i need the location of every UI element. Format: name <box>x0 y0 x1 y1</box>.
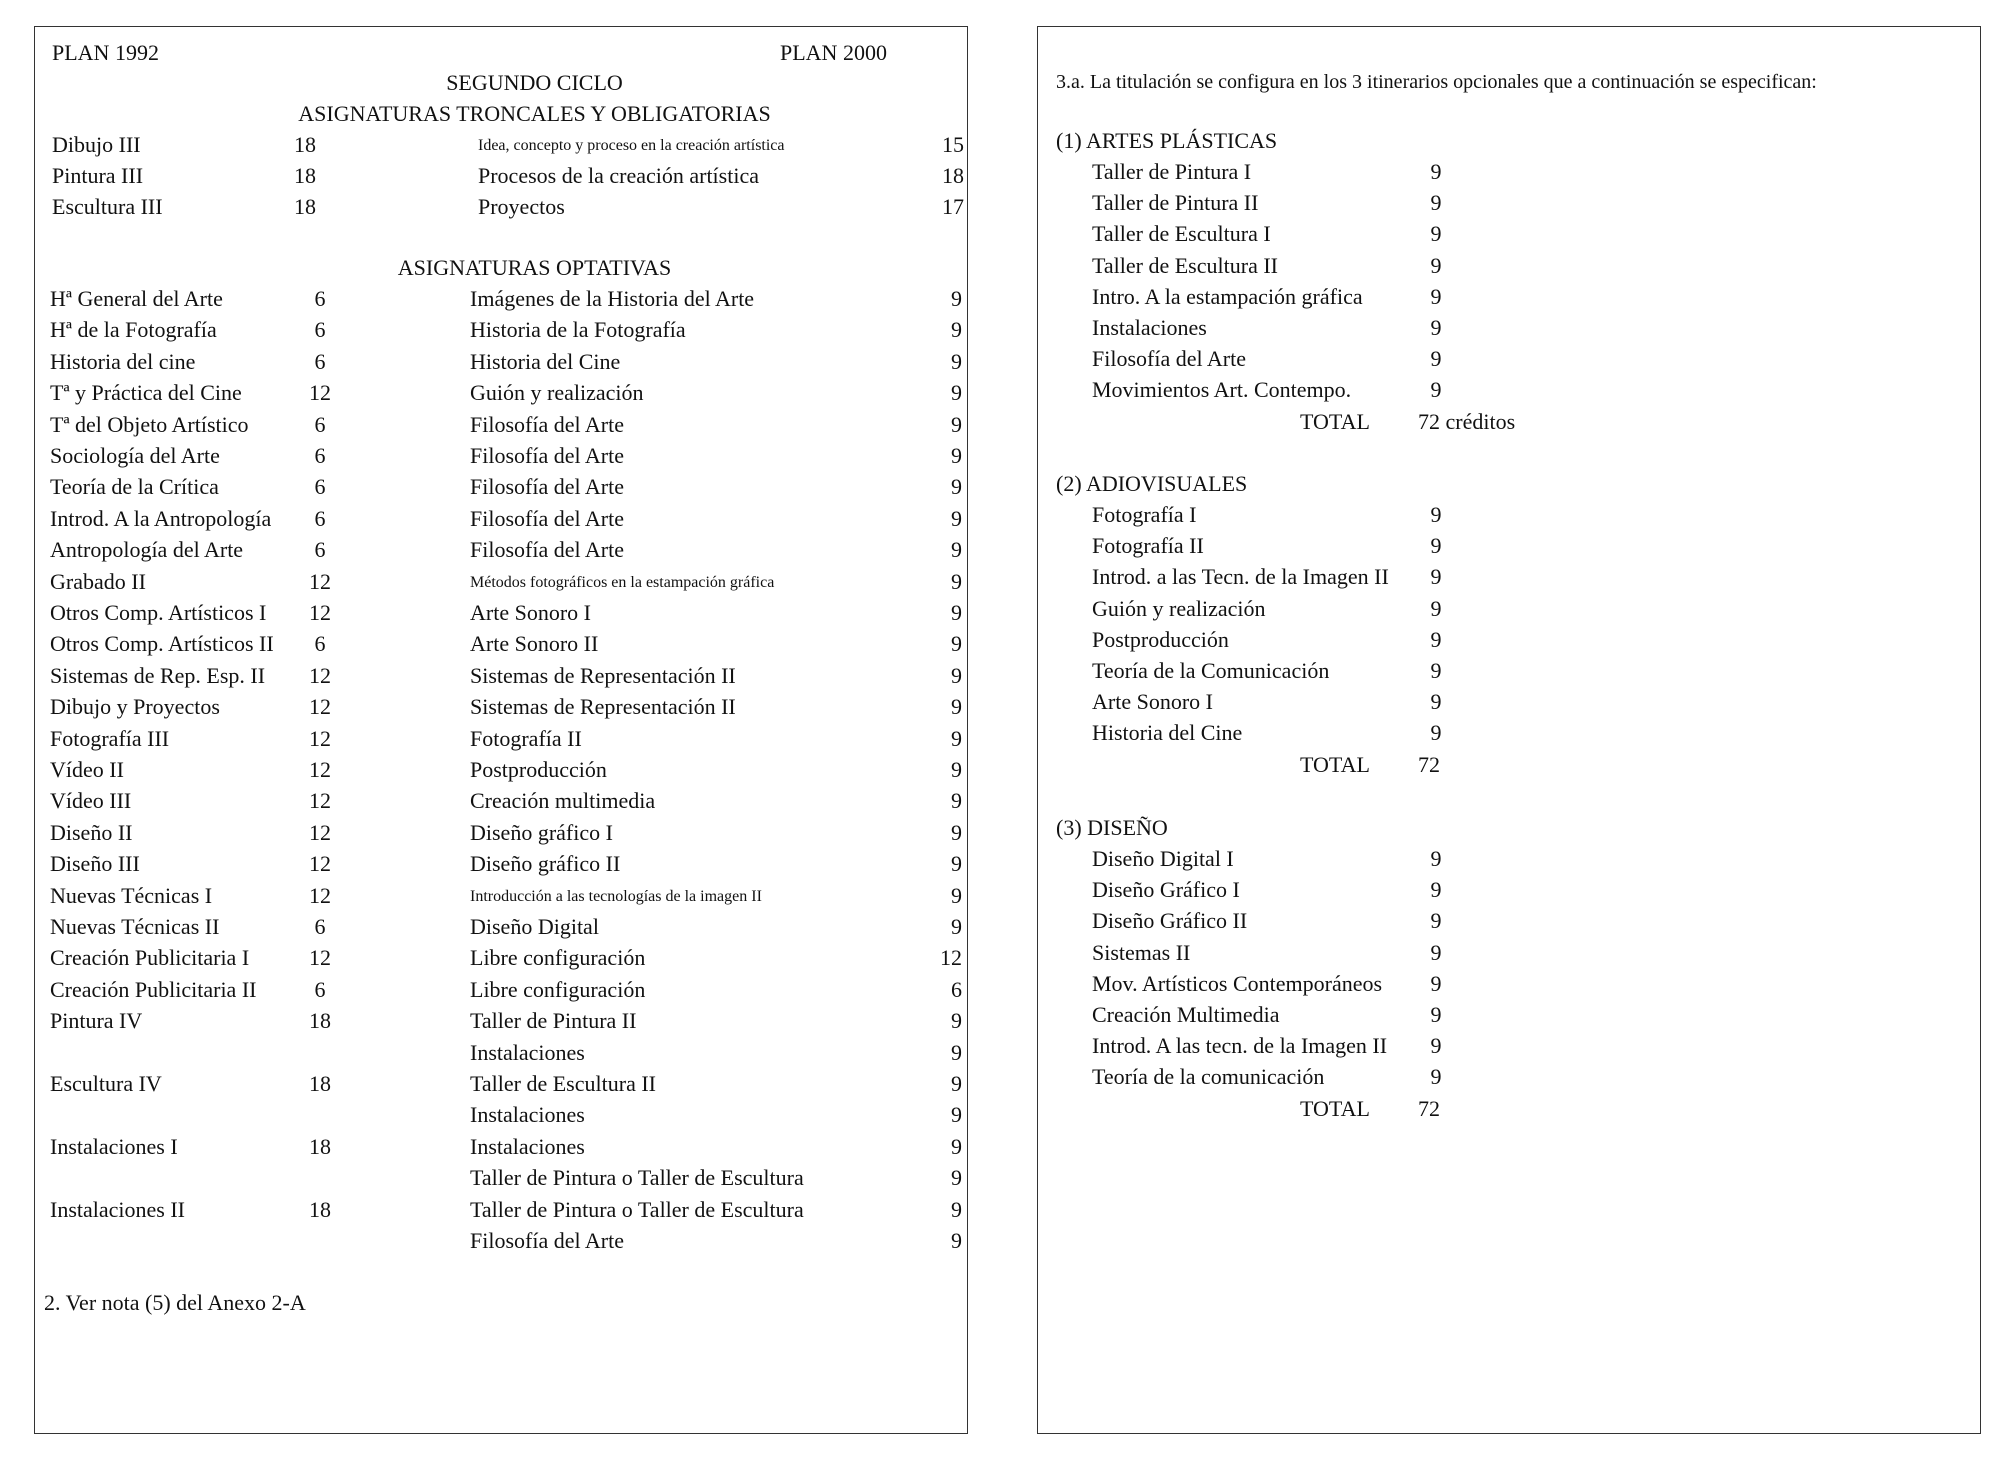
optativa-old-subject: Vídeo III <box>50 788 132 814</box>
plan-2000-label: PLAN 2000 <box>780 40 887 65</box>
optativa-new-credits: 6 <box>951 976 962 1002</box>
optativa-new-credits: 9 <box>951 286 962 311</box>
optativa-new-subject: Diseño gráfico II <box>470 851 621 877</box>
optativa-new-credits: 9 <box>951 1133 962 1159</box>
itinerario-subject: Introd. A las tecn. de la Imagen II <box>1092 1033 1388 1059</box>
troncal-new-subject: Idea, concepto y proceso en la creación artística <box>478 137 785 154</box>
itinerario-credits: 9 <box>1430 190 1442 216</box>
itinerario-subject: Introd. a las Tecn. de la Imagen II <box>1092 564 1389 590</box>
optativa-new-credits: 9 <box>951 1039 962 1065</box>
optativa-new-subject: Instalaciones <box>470 1133 585 1159</box>
optativa-new-credits: 9 <box>951 474 962 500</box>
optativa-new-subject: Guión y realización <box>470 380 644 406</box>
optativa-new-subject: Libre configuración <box>470 945 646 971</box>
optativa-new-credits: 9 <box>951 1008 962 1034</box>
optativa-old-subject: Escultura IV <box>50 1071 162 1096</box>
optativa-old-credits: 6 <box>314 537 326 563</box>
optativa-old-credits: 6 <box>314 914 326 939</box>
itinerario-credits: 9 <box>1430 689 1442 715</box>
optativa-new-subject: Diseño Digital <box>470 914 599 939</box>
itinerario-credits: 9 <box>1430 252 1442 278</box>
optativa-old-credits: 6 <box>314 443 326 468</box>
itinerario-subject: Taller de Pintura I <box>1092 159 1252 184</box>
itinerario-subject: Taller de Escultura I <box>1092 221 1271 247</box>
optativa-new-credits: 9 <box>951 317 962 343</box>
optativa-old-credits: 6 <box>314 474 326 500</box>
optativa-new-credits: 9 <box>951 1165 962 1191</box>
troncal-old-subject: Escultura III <box>52 194 163 219</box>
optativa-new-credits: 9 <box>951 348 962 374</box>
optativa-old-credits: 6 <box>314 348 326 374</box>
itinerario-subject: Movimientos Art. Contempo. <box>1092 377 1352 403</box>
itinerario-credits: 9 <box>1430 377 1442 403</box>
optativa-new-subject: Instalaciones <box>470 1039 585 1065</box>
optativa-new-credits: 9 <box>951 380 962 406</box>
optativa-new-subject: Arte Sonoro II <box>470 631 599 657</box>
itinerario-credits: 9 <box>1430 658 1442 683</box>
optativa-old-subject: Otros Comp. Artísticos II <box>50 631 274 657</box>
itinerario-total-label: TOTAL <box>1300 751 1370 777</box>
optativa-old-credits: 12 <box>309 662 331 688</box>
optativa-new-credits: 12 <box>940 945 962 971</box>
optativa-old-subject: Antropología del Arte <box>50 537 244 563</box>
troncal-new-credits: 18 <box>942 163 964 188</box>
troncal-old-subject: Pintura III <box>52 163 144 188</box>
optativa-new-subject: Creación multimedia <box>470 788 656 814</box>
optativa-old-subject: Creación Publicitaria I <box>50 945 250 971</box>
itinerario-credits: 9 <box>1430 564 1442 590</box>
optativa-new-credits: 9 <box>951 1196 962 1222</box>
optativa-old-credits: 12 <box>309 568 331 594</box>
itinerario-credits: 9 <box>1430 1033 1442 1059</box>
optativa-old-subject: Tª y Práctica del Cine <box>50 380 242 406</box>
itinerario-credits: 9 <box>1430 908 1442 934</box>
itinerario-subject: Fotografía I <box>1092 502 1197 527</box>
itinerario-total-label: TOTAL <box>1300 1095 1370 1121</box>
optativa-new-credits: 9 <box>951 788 962 814</box>
optativa-old-subject: Diseño III <box>50 851 140 877</box>
optativa-new-subject: Filosofía del Arte <box>470 1228 624 1253</box>
optativas-heading: ASIGNATURAS OPTATIVAS <box>397 255 672 280</box>
optativa-new-credits: 9 <box>951 1102 962 1128</box>
troncal-new-credits: 15 <box>942 132 964 157</box>
optativa-old-credits: 12 <box>309 788 331 814</box>
itinerario-credits: 9 <box>1430 283 1442 309</box>
optativa-old-credits: 6 <box>314 317 326 343</box>
optativa-new-credits: 9 <box>951 662 962 688</box>
itinerario-subject: Fotografía II <box>1092 533 1204 559</box>
optativa-old-subject: Tª del Objeto Artístico <box>50 411 249 437</box>
optativa-new-credits: 9 <box>951 914 962 939</box>
itinerario-credits: 9 <box>1430 846 1442 871</box>
optativa-old-credits: 12 <box>309 380 331 406</box>
optativa-new-credits: 9 <box>951 568 962 594</box>
optativa-old-subject: Teoría de la Crítica <box>50 474 219 500</box>
optativa-new-subject: Filosofía del Arte <box>470 443 624 468</box>
optativa-old-credits: 12 <box>309 757 331 782</box>
itinerario-total-value: 72 créditos <box>1418 408 1516 434</box>
optativa-new-subject: Sistemas de Representación II <box>470 662 736 688</box>
optativa-new-credits: 9 <box>951 882 962 908</box>
optativa-new-credits: 9 <box>951 631 962 657</box>
optativa-old-credits: 12 <box>309 725 331 751</box>
optativa-old-credits: 6 <box>314 505 326 531</box>
optativa-new-subject: Filosofía del Arte <box>470 474 624 500</box>
optativa-old-credits: 6 <box>314 286 326 311</box>
itinerario-total-value: 72 <box>1418 751 1440 777</box>
optativa-new-subject: Introducción a las tecnologías de la imagen II <box>470 887 762 905</box>
optativa-old-subject: Introd. A la Antropología <box>50 505 272 531</box>
optativa-new-subject: Fotografía II <box>470 725 582 751</box>
optativa-old-subject: Vídeo II <box>50 757 124 782</box>
optativa-new-subject: Arte Sonoro I <box>470 600 591 625</box>
optativa-old-credits: 18 <box>309 1133 331 1159</box>
optativa-old-subject: Diseño II <box>50 819 133 845</box>
optativa-old-credits: 6 <box>314 976 326 1002</box>
troncal-new-subject: Procesos de la creación artística <box>478 163 759 188</box>
troncales-heading: ASIGNATURAS TRONCALES Y OBLIGATORIAS <box>298 101 771 126</box>
optativa-new-subject: Taller de Pintura II <box>470 1008 637 1034</box>
itinerario-credits: 9 <box>1430 221 1442 247</box>
optativa-new-subject: Taller de Pintura o Taller de Escultura <box>470 1165 804 1191</box>
troncal-new-subject: Proyectos <box>478 194 565 219</box>
optativa-old-subject: Sistemas de Rep. Esp. II <box>50 662 266 688</box>
itinerario-subject: Sistemas II <box>1092 939 1191 965</box>
itinerario-total-label: TOTAL <box>1300 408 1370 434</box>
optativa-new-credits: 9 <box>951 1228 962 1253</box>
optativa-new-subject: Taller de Pintura o Taller de Escultura <box>470 1196 804 1222</box>
itinerarios-intro: 3.a. La titulación se configura en los 3 itinerarios opcionales que a continuación se especifican: <box>1056 71 1817 93</box>
optativa-old-subject: Historia del cine <box>50 348 196 374</box>
itinerario-subject: Creación Multimedia <box>1092 1002 1280 1027</box>
footnote: 2. Ver nota (5) del Anexo 2-A <box>44 1290 306 1315</box>
itinerario-credits: 9 <box>1430 939 1442 965</box>
itinerario-credits: 9 <box>1430 1064 1442 1090</box>
itinerario-subject: Diseño Gráfico I <box>1092 877 1240 903</box>
optativa-old-credits: 18 <box>309 1196 331 1222</box>
optativa-new-credits: 9 <box>951 851 962 877</box>
optativa-old-subject: Fotografía III <box>50 725 170 751</box>
optativa-new-subject: Métodos fotográficos en la estampación gráfica <box>470 573 775 591</box>
itinerario-credits: 9 <box>1430 626 1442 652</box>
troncal-old-credits: 18 <box>294 194 316 219</box>
optativa-new-subject: Filosofía del Arte <box>470 537 624 563</box>
optativa-old-credits: 12 <box>309 694 331 720</box>
optativa-old-credits: 12 <box>309 882 331 908</box>
itinerario-title: (3) DISEÑO <box>1056 815 1168 840</box>
optativa-new-subject: Diseño gráfico I <box>470 819 613 845</box>
optativa-new-credits: 9 <box>951 600 962 625</box>
itinerario-credits: 9 <box>1430 970 1442 996</box>
optativa-new-credits: 9 <box>951 443 962 468</box>
optativa-new-subject: Filosofía del Arte <box>470 505 624 531</box>
optativa-old-subject: Hª General del Arte <box>50 286 223 311</box>
optativa-new-subject: Imágenes de la Historia del Arte <box>470 286 755 311</box>
troncal-old-credits: 18 <box>294 163 316 188</box>
optativa-new-subject: Historia del Cine <box>470 348 621 374</box>
optativa-old-subject: Nuevas Técnicas II <box>50 914 220 939</box>
optativa-old-subject: Grabado II <box>50 568 146 594</box>
optativa-new-subject: Filosofía del Arte <box>470 411 624 437</box>
itinerario-title: (1) ARTES PLÁSTICAS <box>1056 128 1278 153</box>
itinerario-subject: Mov. Artísticos Contemporáneos <box>1092 970 1383 996</box>
optativa-old-subject: Pintura IV <box>50 1008 143 1034</box>
optativa-new-credits: 9 <box>951 1071 962 1096</box>
itinerario-credits: 9 <box>1430 533 1442 559</box>
optativa-old-subject: Otros Comp. Artísticos I <box>50 600 267 625</box>
optativa-old-credits: 6 <box>314 411 326 437</box>
optativa-new-subject: Libre configuración <box>470 976 646 1002</box>
optativa-new-credits: 9 <box>951 537 962 563</box>
optativa-new-subject: Postproducción <box>470 757 607 782</box>
optativa-new-credits: 9 <box>951 411 962 437</box>
itinerario-subject: Teoría de la Comunicación <box>1092 658 1330 683</box>
plan-1992-label: PLAN 1992 <box>52 40 159 65</box>
itinerario-subject: Diseño Gráfico II <box>1092 908 1248 934</box>
troncal-old-credits: 18 <box>294 132 316 157</box>
itinerario-total-value: 72 <box>1418 1095 1440 1121</box>
optativa-new-subject: Sistemas de Representación II <box>470 694 736 720</box>
optativa-old-subject: Nuevas Técnicas I <box>50 882 213 908</box>
itinerario-subject: Diseño Digital I <box>1092 846 1234 871</box>
itinerario-subject: Filosofía del Arte <box>1092 346 1246 372</box>
optativa-old-credits: 6 <box>314 631 326 657</box>
optativa-old-credits: 18 <box>309 1071 331 1096</box>
optativa-new-credits: 9 <box>951 725 962 751</box>
itinerario-credits: 9 <box>1430 502 1442 527</box>
itinerario-title: (2) ADIOVISUALES <box>1056 471 1248 496</box>
optativa-new-credits: 9 <box>951 694 962 720</box>
optativa-new-subject: Taller de Escultura II <box>470 1071 656 1096</box>
itinerario-subject: Guión y realización <box>1092 595 1266 621</box>
itinerario-credits: 9 <box>1430 346 1442 372</box>
itinerario-credits: 9 <box>1430 159 1442 184</box>
optativa-new-credits: 9 <box>951 757 962 782</box>
optativa-old-credits: 12 <box>309 945 331 971</box>
optativa-new-subject: Instalaciones <box>470 1102 585 1128</box>
troncal-new-credits: 17 <box>942 194 964 219</box>
optativa-old-credits: 12 <box>309 851 331 877</box>
optativa-old-subject: Instalaciones II <box>50 1196 185 1222</box>
itinerario-credits: 9 <box>1430 595 1442 621</box>
itinerario-subject: Historia del Cine <box>1092 720 1243 746</box>
itinerario-subject: Instalaciones <box>1092 315 1207 340</box>
optativa-old-subject: Dibujo y Proyectos <box>50 694 220 720</box>
itinerario-credits: 9 <box>1430 720 1442 746</box>
itinerario-credits: 9 <box>1430 315 1442 340</box>
itinerario-credits: 9 <box>1430 877 1442 903</box>
itinerario-subject: Taller de Pintura II <box>1092 190 1259 216</box>
itinerario-credits: 9 <box>1430 1002 1442 1027</box>
itinerario-subject: Teoría de la comunicación <box>1092 1064 1325 1090</box>
itinerario-subject: Postproducción <box>1092 626 1229 652</box>
ciclo-heading: SEGUNDO CICLO <box>446 70 623 95</box>
optativa-old-subject: Sociología del Arte <box>50 443 220 468</box>
optativa-old-subject: Hª de la Fotografía <box>50 317 217 343</box>
optativa-old-credits: 12 <box>309 819 331 845</box>
itinerario-subject: Arte Sonoro I <box>1092 689 1213 715</box>
optativa-old-credits: 18 <box>309 1008 331 1034</box>
optativa-old-credits: 12 <box>309 600 331 625</box>
optativa-old-subject: Creación Publicitaria II <box>50 976 257 1002</box>
optativa-old-subject: Instalaciones I <box>50 1133 178 1159</box>
troncal-old-subject: Dibujo III <box>52 132 141 157</box>
optativa-new-credits: 9 <box>951 819 962 845</box>
optativa-new-credits: 9 <box>951 505 962 531</box>
itinerario-subject: Taller de Escultura II <box>1092 252 1278 278</box>
itinerario-subject: Intro. A la estampación gráfica <box>1092 283 1363 309</box>
optativa-new-subject: Historia de la Fotografía <box>470 317 686 343</box>
